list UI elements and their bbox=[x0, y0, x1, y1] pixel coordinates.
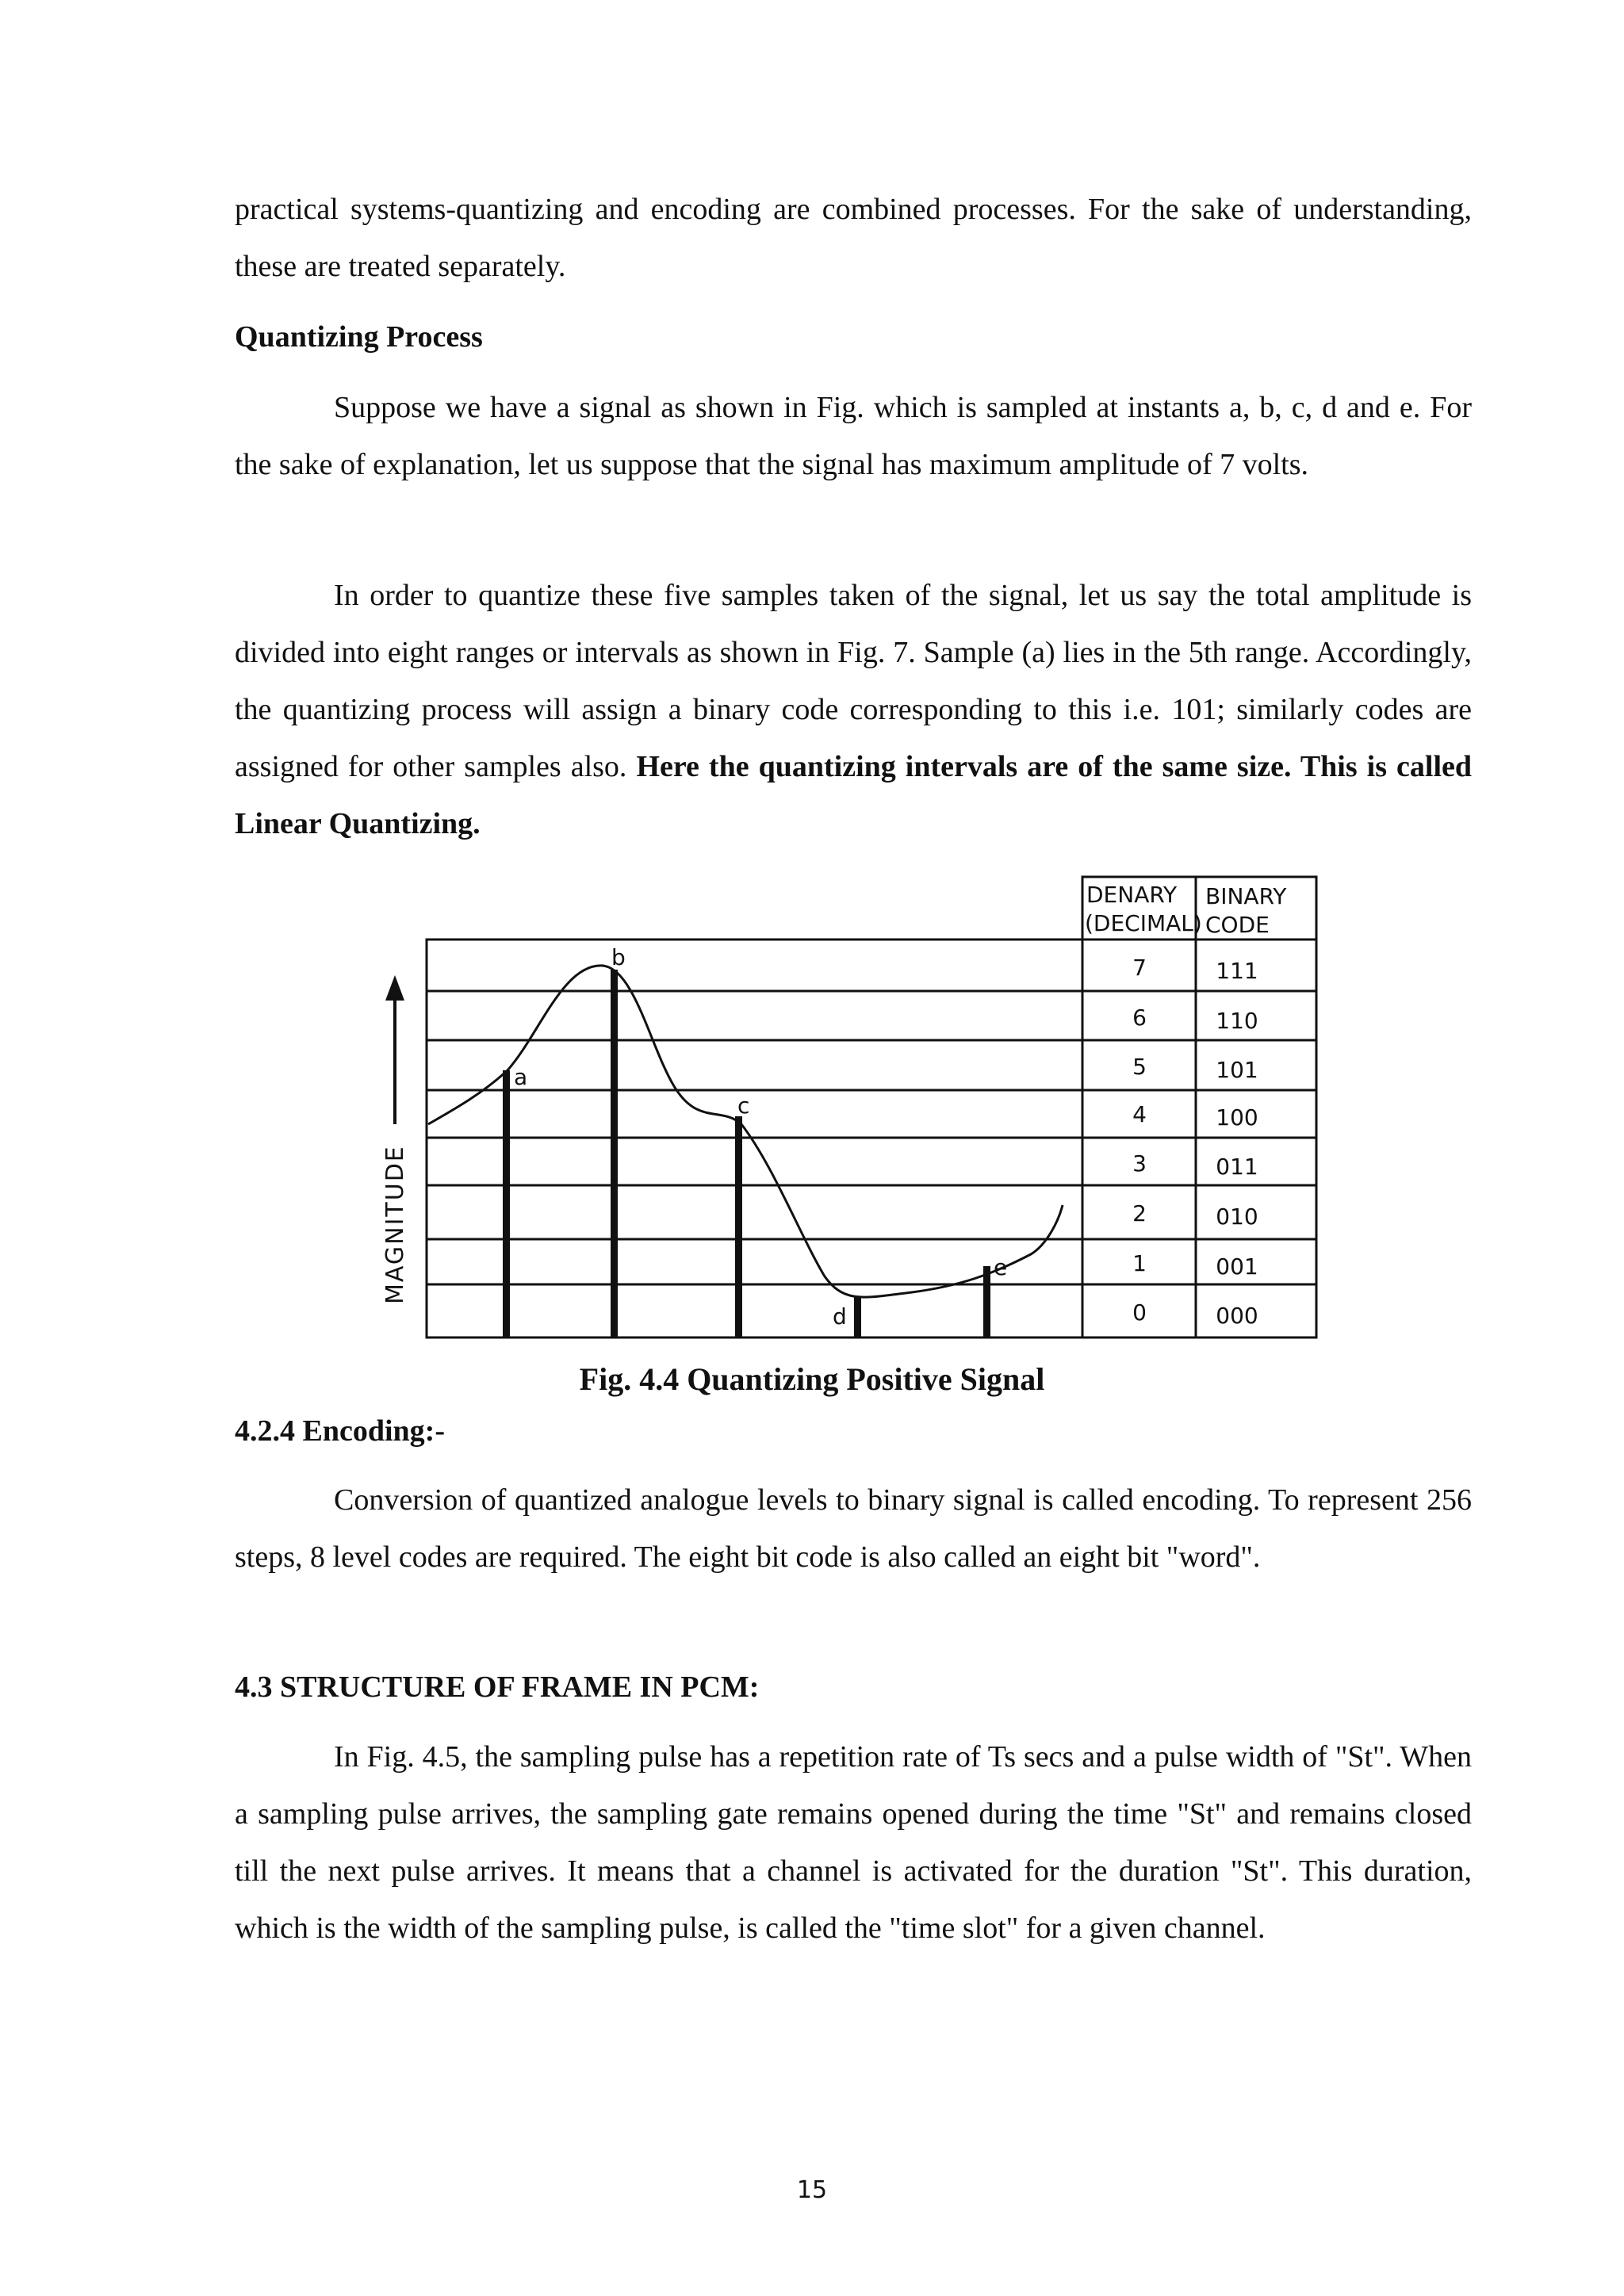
heading-frame-structure: 4.3 STRUCTURE OF FRAME IN PCM: bbox=[235, 1670, 760, 1704]
header-binary: BINARY bbox=[1205, 883, 1287, 909]
binary-code-110: 110 bbox=[1216, 1008, 1258, 1034]
binary-code-111: 111 bbox=[1216, 958, 1258, 984]
header-decimal: (DECIMAL) bbox=[1085, 910, 1202, 936]
binary-code-011: 011 bbox=[1216, 1154, 1258, 1180]
denary-value-7: 7 bbox=[1132, 955, 1147, 981]
denary-value-5: 5 bbox=[1132, 1054, 1147, 1080]
paragraph-quantizing-samples-text: In order to quantize these five samples taken of the signal, let us say the total amplitude is divided into eight ranges or intervals as shown in Fig. 7. Sample (a) lies in the 5th range. Accordingly, the quantizing process will assign a binary code corresponding to this i.e. 101; similarly codes are assigned for other samples also. bbox=[235, 579, 1472, 783]
magnitude-axis-label: MAGNITUDE bbox=[381, 1145, 409, 1304]
magnitude-arrow-head bbox=[385, 975, 404, 1001]
binary-code-010: 010 bbox=[1216, 1203, 1258, 1230]
page-number: 15 bbox=[796, 2176, 828, 2204]
binary-code-101: 101 bbox=[1216, 1057, 1258, 1083]
sample-label-c: c bbox=[737, 1093, 750, 1119]
binary-code-001: 001 bbox=[1216, 1253, 1258, 1280]
paragraph-encoding: Conversion of quantized analogue levels to binary signal is called encoding. To represent 256 steps, 8 level codes are required. The eight bit code is also called an eight bit "word". bbox=[235, 1483, 1472, 1574]
linear-quantizing-emphasis: Here the quantizing intervals are of the same size. This is called Linear Quantizing. bbox=[235, 750, 1472, 840]
denary-value-6: 6 bbox=[1132, 1004, 1147, 1031]
sample-label-e: e bbox=[994, 1254, 1008, 1280]
sample-pulse-e bbox=[983, 1266, 990, 1337]
figure-caption: Fig. 4.4 Quantizing Positive Signal bbox=[579, 1361, 1045, 1397]
heading-encoding: 4.2.4 Encoding:- bbox=[235, 1414, 445, 1448]
header-denary: DENARY bbox=[1086, 882, 1178, 908]
binary-code-000: 000 bbox=[1216, 1303, 1258, 1329]
sample-pulse-c bbox=[735, 1116, 742, 1337]
denary-value-2: 2 bbox=[1132, 1200, 1147, 1226]
sample-pulse-d bbox=[854, 1296, 861, 1337]
paragraph-frame-structure: In Fig. 4.5, the sampling pulse has a repetition rate of Ts secs and a pulse width of "St". When a sampling pulse arrives, the sampling gate remains opened during the time "St" and remains closed till the next pulse arrives. It means that a channel is activated for the duration "St". This duration, which is the width of the sampling pulse, is called the "time slot" for a given channel. bbox=[235, 1740, 1472, 1945]
paragraph-intro: practical systems-quantizing and encoding are combined processes. For the sake of understanding, these are treated separately. bbox=[235, 193, 1472, 283]
denary-value-0: 0 bbox=[1132, 1299, 1147, 1326]
sample-label-a: a bbox=[514, 1064, 528, 1090]
analog-signal-curve bbox=[428, 966, 1063, 1297]
sample-label-b: b bbox=[611, 944, 626, 970]
paragraph-quantizing-signal: Suppose we have a signal as shown in Fig. which is sampled at instants a, b, c, d and e. For the sake of explanation, let us suppose that the signal has maximum amplitude of 7 volts. bbox=[235, 391, 1472, 481]
sample-pulse-b bbox=[611, 970, 618, 1337]
sample-label-d: d bbox=[833, 1303, 847, 1330]
denary-value-3: 3 bbox=[1132, 1150, 1147, 1177]
denary-value-1: 1 bbox=[1132, 1250, 1147, 1276]
header-code: CODE bbox=[1205, 912, 1270, 938]
heading-quantizing-process: Quantizing Process bbox=[235, 320, 483, 354]
sample-pulse-a bbox=[503, 1070, 510, 1337]
binary-code-100: 100 bbox=[1216, 1104, 1258, 1131]
denary-value-4: 4 bbox=[1132, 1101, 1147, 1127]
quantizing-level-lines bbox=[427, 991, 1316, 1284]
